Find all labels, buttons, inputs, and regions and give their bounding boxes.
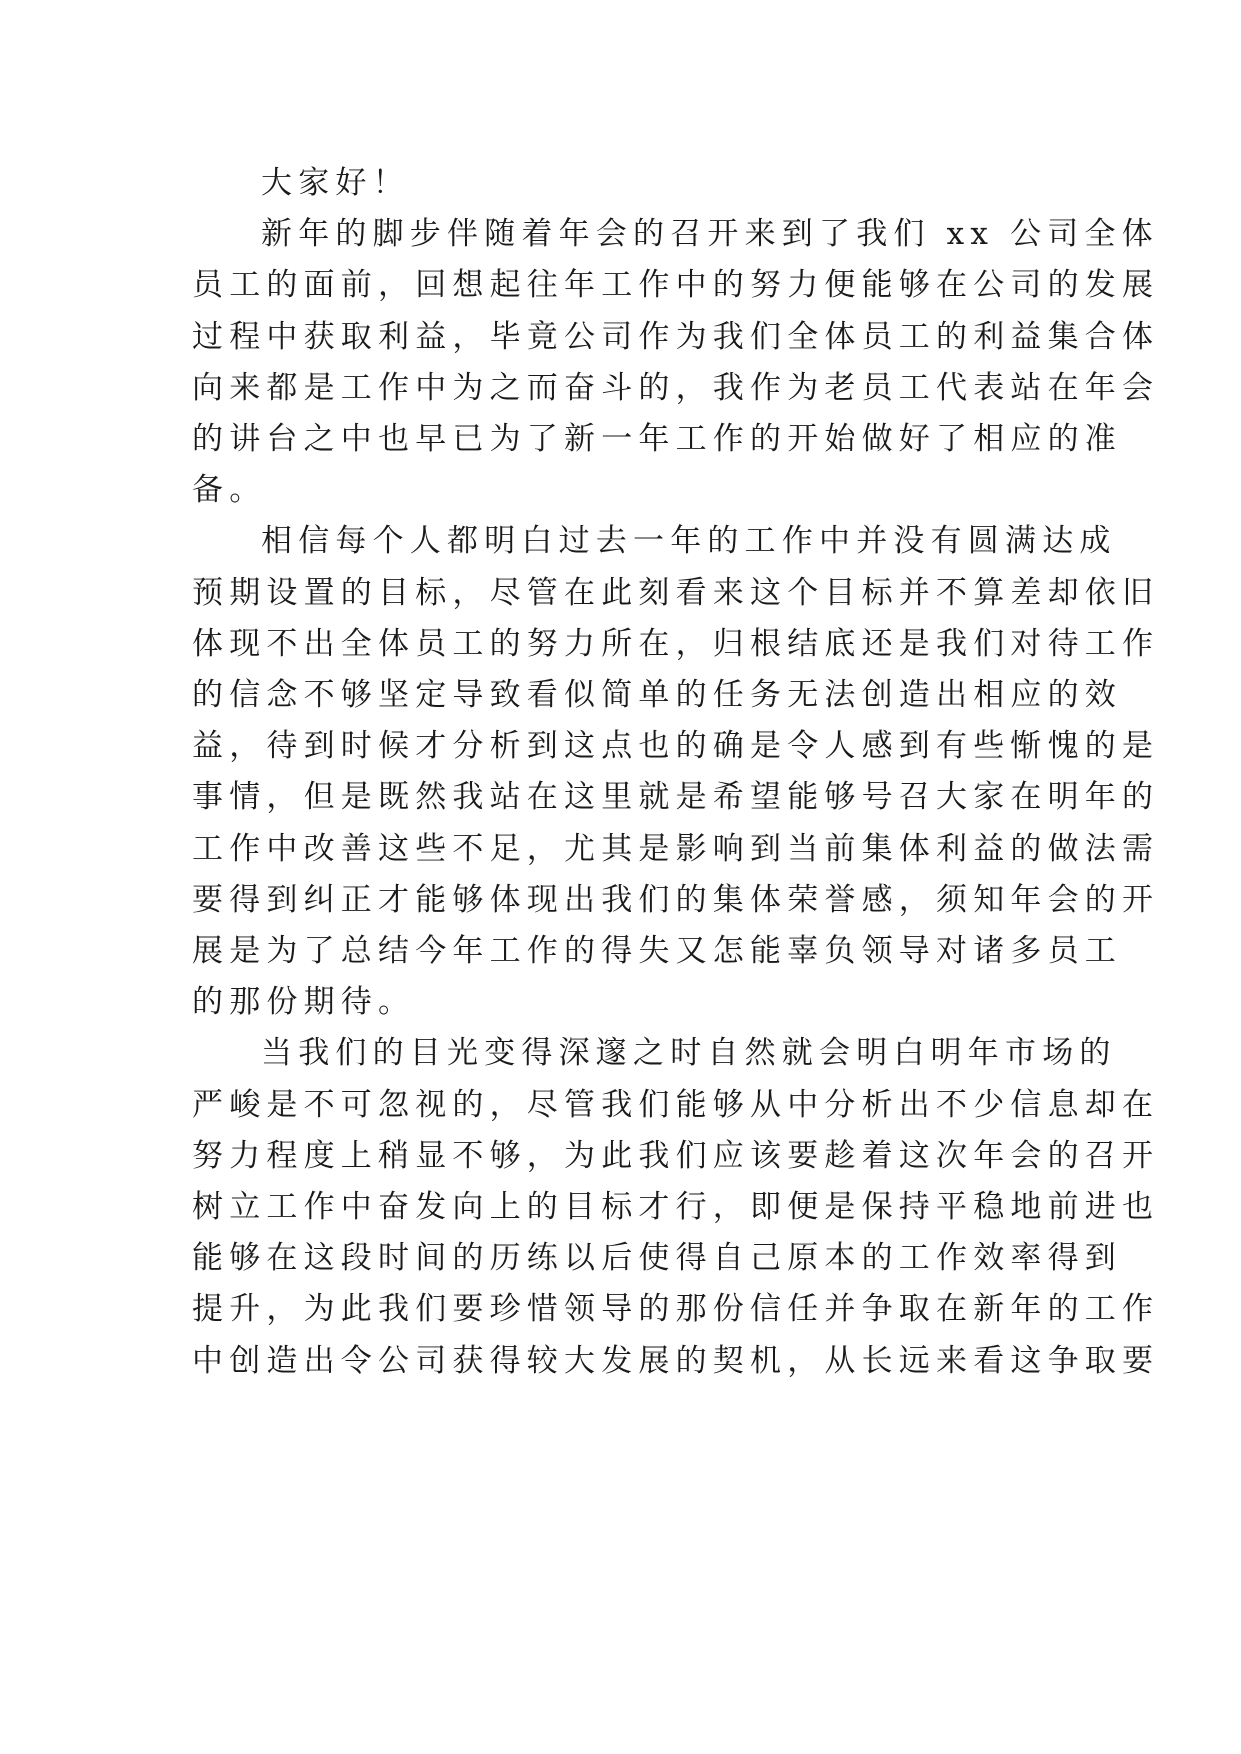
paragraph-line: 事情，但是既然我站在这里就是希望能够号召大家在明年的 xyxy=(192,779,1160,816)
paragraph-line: 的那份期待。 xyxy=(192,984,416,1021)
paragraph-line: 的信念不够坚定导致看似简单的任务无法创造出相应的效 xyxy=(192,677,1122,714)
paragraph-3 xyxy=(192,1028,1160,1386)
paragraph-line: 当我们的目光变得深邃之时自然就会明白明年市场的 xyxy=(261,1035,1117,1072)
paragraph-line: 展是为了总结今年工作的得失又怎能辜负领导对诸多员工 xyxy=(192,933,1122,970)
paragraph-line: 益，待到时候才分析到这点也的确是令人感到有些惭愧的是 xyxy=(192,728,1160,765)
paragraph-1 xyxy=(192,209,1160,516)
paragraph-line: 工作中改善这些不足，尤其是影响到当前集体利益的做法需 xyxy=(192,830,1160,867)
paragraph-2 xyxy=(192,516,1160,1028)
paragraph-line: 能够在这段时间的历练以后使得自己原本的工作效率得到 xyxy=(192,1240,1122,1277)
paragraph-line: 体现不出全体员工的努力所在，归根结底还是我们对待工作 xyxy=(192,625,1160,662)
greeting-line: 大家好！ xyxy=(261,165,410,201)
paragraph-line: 过程中获取利益，毕竟公司作为我们全体员工的利益集合体 xyxy=(192,318,1160,355)
paragraph-line: 要得到纠正才能够体现出我们的集体荣誉感，须知年会的开 xyxy=(192,881,1160,918)
paragraph-line: 提升，为此我们要珍惜领导的那份信任并争取在新年的工作 xyxy=(192,1291,1160,1328)
paragraph-line: 备。 xyxy=(192,472,267,509)
paragraph-line: 向来都是工作中为之而奋斗的，我作为老员工代表站在年会 xyxy=(192,369,1160,406)
paragraph-line: 中创造出令公司获得较大发展的契机，从长远来看这争取要 xyxy=(192,1342,1160,1379)
paragraph-line: 严峻是不可忽视的，尽管我们能够从中分析出不少信息却在 xyxy=(192,1086,1160,1123)
paragraph-line: 新年的脚步伴随着年会的召开来到了我们 xx 公司全体 xyxy=(261,216,1159,253)
paragraph-line: 树立工作中奋发向上的目标才行，即便是保持平稳地前进也 xyxy=(192,1189,1160,1226)
paragraph-line: 员工的面前，回想起往年工作中的努力便能够在公司的发展 xyxy=(192,267,1160,304)
paragraph-line: 的讲台之中也早已为了新一年工作的开始做好了相应的准 xyxy=(192,421,1122,458)
document-body xyxy=(192,158,1160,1387)
paragraph-line: 相信每个人都明白过去一年的工作中并没有圆满达成 xyxy=(261,523,1117,560)
paragraph-line: 预期设置的目标，尽管在此刻看来这个目标并不算差却依旧 xyxy=(192,574,1160,611)
paragraph-line: 努力程度上稍显不够，为此我们应该要趁着这次年会的召开 xyxy=(192,1137,1160,1174)
